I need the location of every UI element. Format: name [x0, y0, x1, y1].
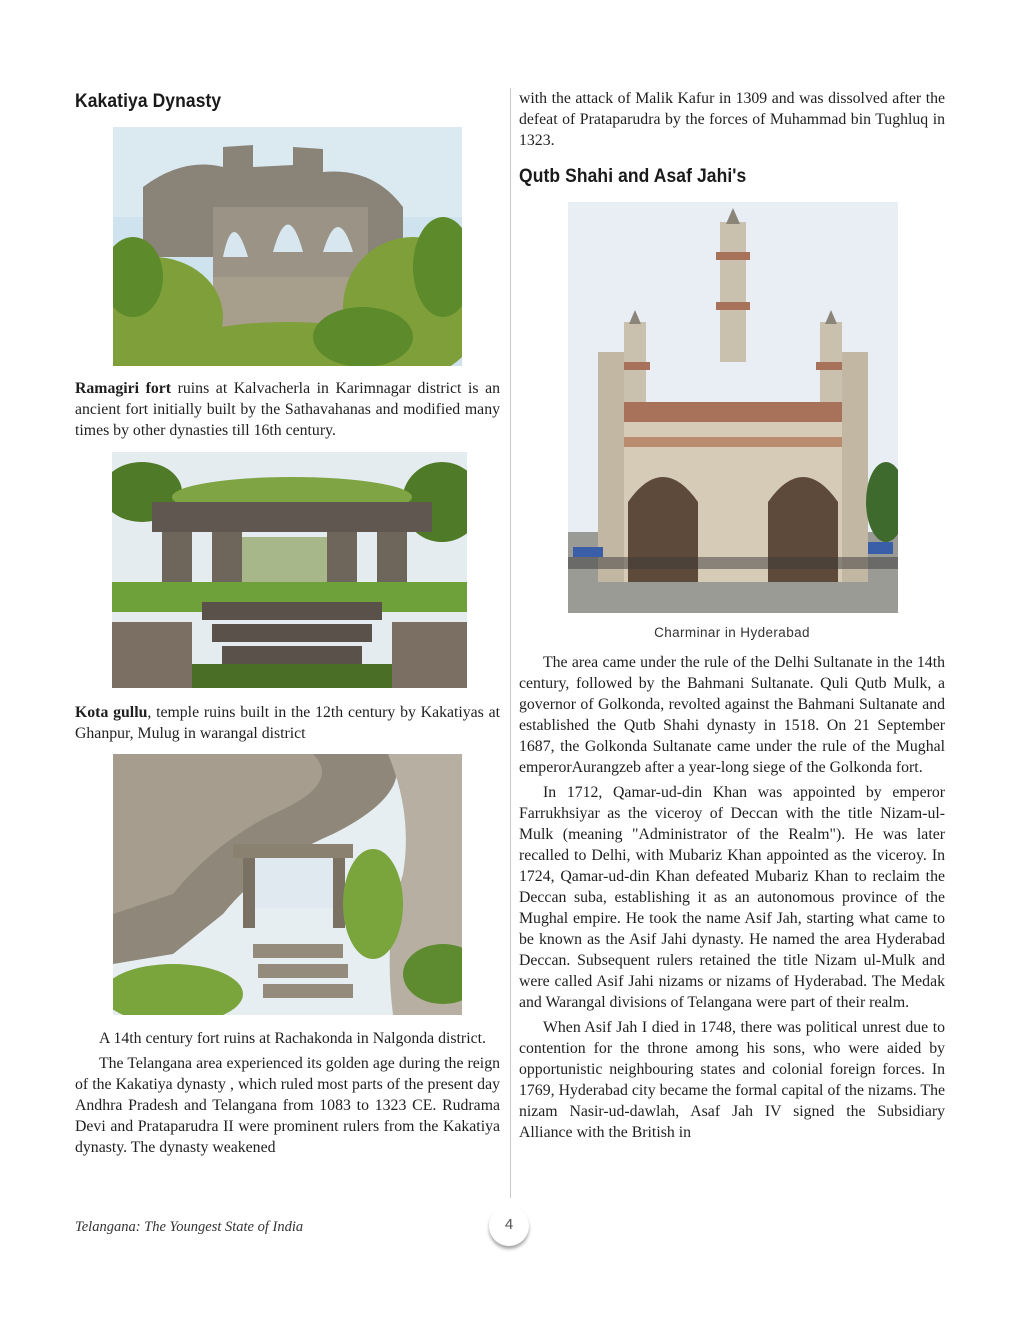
kakatiya-paragraph: The Telangana area experienced its golden age during the reign of the Kakatiya dynasty , which ruled most parts of the present day Andhra Pradesh and Telangana from 1083 to 1323 CE. Rudrama Devi and Prataparudra II were prominent rulers from the Kakatiya dynasty. The dynasty weakened	[75, 1055, 500, 1156]
column-divider	[510, 88, 511, 1198]
section-heading-qutb-shahi: Qutb Shahi and Asaf Jahi's	[519, 166, 747, 187]
ramagiri-fort-photo	[113, 127, 462, 366]
left-column	[75, 88, 500, 1158]
kota-gullu-caption	[75, 702, 500, 744]
qutb-shahi-paragraph-3: When Asif Jah I died in 1748, there was political unrest due to contention for the throne among his sons, who were aided by opportunistic neighbouring states and colonial foreign forces. In 1769, Hyderabad city became the formal capital of the nizams. The nizam Nasir-ud-dawlah, Asaf Jah IV signed the Subsidiary Alliance with the British in	[519, 1019, 945, 1141]
ramagiri-caption	[75, 378, 500, 441]
section-heading-kakatiya: Kakatiya Dynasty	[75, 91, 222, 112]
footer-book-title: Telangana: The Youngest State of India	[75, 1219, 304, 1235]
rachakonda-photo	[113, 754, 462, 1015]
page-number-badge: 4	[489, 1206, 529, 1246]
rachakonda-caption: A 14th century fort ruins at Rachakonda in Nalgonda district.	[99, 1030, 486, 1047]
charminar-caption: Charminar in Hyderabad	[654, 625, 810, 640]
ramagiri-caption-bold: Ramagiri fort	[75, 380, 172, 397]
kota-gullu-caption-bold: Kota gullu	[75, 704, 148, 721]
kota-gullu-caption-text: , temple ruins built in the 12th century by Kakatiyas at Ghanpur, Mulug in warangal district	[75, 704, 500, 742]
right-column	[519, 88, 945, 1143]
qutb-shahi-paragraph-1: The area came under the rule of the Delhi Sultanate in the 14th century, followed by the Bahmani Sultanate. Quli Qutb Mulk, a governor of Golkonda, revolted against the Bahmani Sultanate and established the Qutb Shahi dynasty in 1518. On 21 September 1687, the Golkonda Sultanate came under the rule of the Mughal emperorAurangzeb after a year-long siege of the Golkonda fort.	[519, 654, 945, 776]
qutb-shahi-paragraph-2: In 1712, Qamar-ud-din Khan was appointed by emperor Farrukhsiyar as the viceroy of Deccan with the title Nizam-ul-Mulk (meaning "Administrator of the Realm"). He was later recalled to Delhi, with Mubariz Khan appointed as the viceroy. In 1724, Qamar-ud-din Khan defeated Mubariz Khan to reclaim the Deccan suba, establishing it as an autonomous province of the Mughal empire. He took the name Asif Jah, starting what came to be known as the Asif Jahi dynasty. He named the area Hyderabad Deccan. Subsequent rulers retained the title Nizam ul-Mulk and were called Asif Jahi nizams or nizams of Hyderabad. The Medak and Warangal divisions of Telangana were part of their realm.	[519, 784, 945, 1011]
ramagiri-caption-text: ruins at Kalvacherla in Karimnagar district is an ancient fort initially built by the Sathavahanas and modified many times by other dynasties till 16th century.	[75, 380, 500, 439]
charminar-photo	[568, 202, 898, 613]
kota-gullu-photo	[112, 452, 467, 688]
kakatiya-paragraph-continued: with the attack of Malik Kafur in 1309 and was dissolved after the defeat of Prataparudra by the forces of Muhammad bin Tughluq in 1323.	[519, 90, 945, 149]
